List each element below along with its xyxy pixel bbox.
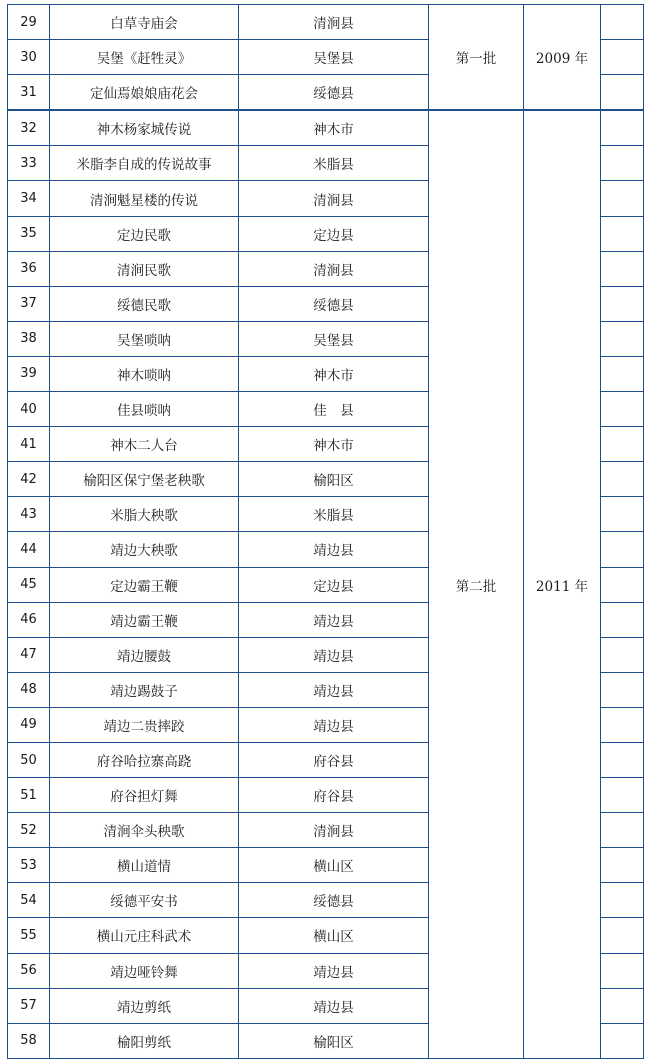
item-name: 清涧魁星楼的传说 — [50, 181, 239, 216]
item-name: 定边霸王鞭 — [50, 567, 239, 602]
item-number: 45 — [8, 567, 50, 602]
item-region: 定边县 — [239, 567, 429, 602]
empty-cell — [601, 988, 644, 1023]
empty-cell — [601, 181, 644, 216]
item-number: 33 — [8, 146, 50, 181]
empty-cell — [601, 110, 644, 146]
empty-cell — [601, 918, 644, 953]
item-region: 靖边县 — [239, 602, 429, 637]
item-region: 清涧县 — [239, 5, 429, 40]
item-region: 绥德县 — [239, 286, 429, 321]
item-number: 36 — [8, 251, 50, 286]
item-name: 靖边大秧歌 — [50, 532, 239, 567]
item-number: 48 — [8, 672, 50, 707]
item-name: 横山元庄科武术 — [50, 918, 239, 953]
item-number: 58 — [8, 1023, 50, 1058]
empty-cell — [601, 356, 644, 391]
item-number: 29 — [8, 5, 50, 40]
empty-cell — [601, 286, 644, 321]
item-name: 绥德民歌 — [50, 286, 239, 321]
empty-cell — [601, 813, 644, 848]
item-region: 横山区 — [239, 918, 429, 953]
item-name: 靖边踢鼓子 — [50, 672, 239, 707]
item-region: 神木市 — [239, 427, 429, 462]
item-number: 30 — [8, 40, 50, 75]
empty-cell — [601, 532, 644, 567]
empty-cell — [601, 40, 644, 75]
empty-cell — [601, 5, 644, 40]
empty-cell — [601, 567, 644, 602]
empty-cell — [601, 216, 644, 251]
item-number: 44 — [8, 532, 50, 567]
item-number: 40 — [8, 392, 50, 427]
empty-cell — [601, 742, 644, 777]
heritage-list-table — [7, 4, 644, 1059]
empty-cell — [601, 75, 644, 111]
empty-cell — [601, 953, 644, 988]
table-row — [8, 110, 644, 146]
item-region: 米脂县 — [239, 146, 429, 181]
item-region: 榆阳区 — [239, 1023, 429, 1058]
empty-cell — [601, 427, 644, 462]
item-number: 34 — [8, 181, 50, 216]
item-number: 52 — [8, 813, 50, 848]
item-number: 49 — [8, 707, 50, 742]
item-region: 绥德县 — [239, 883, 429, 918]
item-name: 神木杨家城传说 — [50, 110, 239, 146]
item-region: 靖边县 — [239, 672, 429, 707]
empty-cell — [601, 1023, 644, 1058]
item-name: 横山道情 — [50, 848, 239, 883]
empty-cell — [601, 848, 644, 883]
item-number: 43 — [8, 497, 50, 532]
item-name: 米脂大秧歌 — [50, 497, 239, 532]
item-name: 靖边霸王鞭 — [50, 602, 239, 637]
item-region: 绥德县 — [239, 75, 429, 111]
table-row — [8, 5, 644, 40]
item-number: 51 — [8, 778, 50, 813]
item-number: 42 — [8, 462, 50, 497]
item-region: 靖边县 — [239, 953, 429, 988]
item-name: 神木二人台 — [50, 427, 239, 462]
empty-cell — [601, 602, 644, 637]
item-name: 清涧民歌 — [50, 251, 239, 286]
empty-cell — [601, 883, 644, 918]
item-number: 31 — [8, 75, 50, 111]
item-name: 吴堡唢呐 — [50, 321, 239, 356]
item-number: 41 — [8, 427, 50, 462]
item-name: 榆阳剪纸 — [50, 1023, 239, 1058]
item-name: 靖边二贵摔跤 — [50, 707, 239, 742]
item-name: 佳县唢呐 — [50, 392, 239, 427]
item-number: 47 — [8, 637, 50, 672]
item-number: 38 — [8, 321, 50, 356]
item-region: 清涧县 — [239, 251, 429, 286]
year-cell: 2009 年 — [524, 5, 601, 111]
item-number: 32 — [8, 110, 50, 146]
item-name: 清涧伞头秧歌 — [50, 813, 239, 848]
item-name: 定边民歌 — [50, 216, 239, 251]
empty-cell — [601, 146, 644, 181]
empty-cell — [601, 672, 644, 707]
item-name: 靖边哑铃舞 — [50, 953, 239, 988]
item-name: 府谷哈拉寨高跷 — [50, 742, 239, 777]
item-name: 绥德平安书 — [50, 883, 239, 918]
item-number: 37 — [8, 286, 50, 321]
item-region: 米脂县 — [239, 497, 429, 532]
item-region: 吴堡县 — [239, 40, 429, 75]
item-region: 清涧县 — [239, 813, 429, 848]
item-region: 府谷县 — [239, 742, 429, 777]
empty-cell — [601, 637, 644, 672]
item-region: 横山区 — [239, 848, 429, 883]
item-region: 吴堡县 — [239, 321, 429, 356]
batch-cell: 第二批 — [429, 110, 524, 1058]
item-number: 53 — [8, 848, 50, 883]
item-number: 55 — [8, 918, 50, 953]
item-region: 神木市 — [239, 110, 429, 146]
empty-cell — [601, 497, 644, 532]
item-number: 39 — [8, 356, 50, 391]
item-name: 吴堡《赶牲灵》 — [50, 40, 239, 75]
empty-cell — [601, 778, 644, 813]
item-number: 56 — [8, 953, 50, 988]
empty-cell — [601, 462, 644, 497]
item-number: 35 — [8, 216, 50, 251]
empty-cell — [601, 251, 644, 286]
table-body — [8, 5, 644, 1059]
item-region: 清涧县 — [239, 181, 429, 216]
item-name: 定仙焉娘娘庙花会 — [50, 75, 239, 111]
item-name: 靖边剪纸 — [50, 988, 239, 1023]
item-name: 白草寺庙会 — [50, 5, 239, 40]
item-region: 府谷县 — [239, 778, 429, 813]
item-region: 靖边县 — [239, 637, 429, 672]
item-name: 府谷担灯舞 — [50, 778, 239, 813]
item-region: 榆阳区 — [239, 462, 429, 497]
item-name: 榆阳区保宁堡老秧歌 — [50, 462, 239, 497]
item-region: 定边县 — [239, 216, 429, 251]
batch-cell: 第一批 — [429, 5, 524, 111]
item-number: 54 — [8, 883, 50, 918]
item-number: 57 — [8, 988, 50, 1023]
item-region: 靖边县 — [239, 532, 429, 567]
item-name: 神木唢呐 — [50, 356, 239, 391]
item-region: 佳 县 — [239, 392, 429, 427]
item-number: 50 — [8, 742, 50, 777]
item-name: 靖边腰鼓 — [50, 637, 239, 672]
item-region: 神木市 — [239, 356, 429, 391]
empty-cell — [601, 392, 644, 427]
item-name: 米脂李自成的传说故事 — [50, 146, 239, 181]
empty-cell — [601, 707, 644, 742]
item-number: 46 — [8, 602, 50, 637]
item-region: 靖边县 — [239, 988, 429, 1023]
item-region: 靖边县 — [239, 707, 429, 742]
year-cell: 2011 年 — [524, 110, 601, 1058]
empty-cell — [601, 321, 644, 356]
